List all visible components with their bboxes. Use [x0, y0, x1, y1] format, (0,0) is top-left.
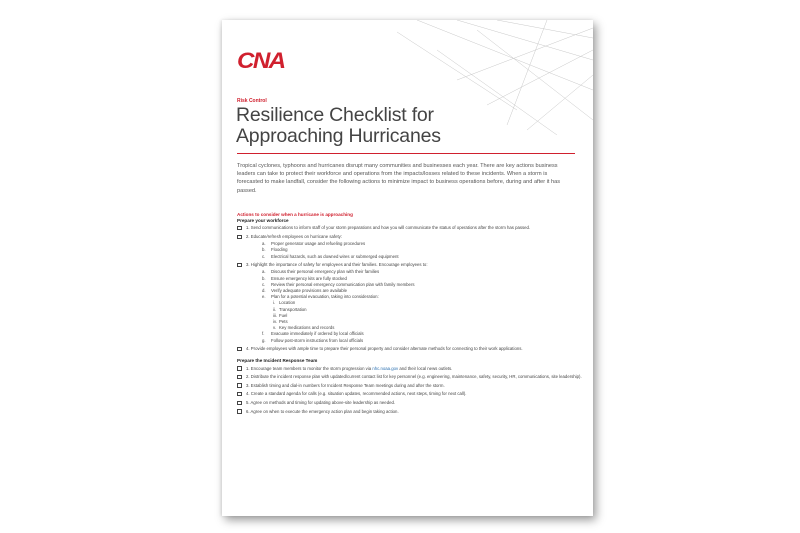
checkbox[interactable] — [237, 409, 242, 414]
title-divider — [237, 153, 575, 154]
checklist-item-text: and their local news outlets. — [398, 365, 453, 371]
checkbox[interactable] — [237, 347, 242, 352]
sub-list-marker: a. — [262, 269, 266, 275]
checklist-item-text: 3. Highlight the importance of safety for employees and their families. Encourage employees to: — [246, 262, 428, 268]
sub-list-item — [262, 338, 582, 344]
sub-list-text: Electrical hazards, such as downed wires or submerged equipment — [271, 253, 399, 259]
sub-list-marker: e. — [262, 294, 266, 300]
sub-list — [246, 241, 582, 260]
sub-list-marker: ii. — [273, 306, 277, 312]
sub-list-marker: f. — [262, 331, 265, 337]
sub-list-marker: c. — [262, 281, 266, 287]
sub-list-marker: v. — [273, 325, 277, 331]
sub-list-marker: d. — [262, 288, 266, 294]
checklist-item-text: 4. Create a standard agenda for calls (e.g. situation updates, recommended actions, next steps, timing for next call). — [246, 391, 467, 397]
incident-checklist — [237, 366, 582, 415]
checklist-item-text: 6. Agree on when to execute the emergency action plan and begin taking action. — [246, 408, 399, 414]
sub-list-marker: b. — [262, 275, 266, 281]
sub-list-marker: c. — [262, 253, 266, 259]
page-title: Resilience Checklist for Approaching Hurricanes — [236, 104, 441, 147]
checklist-item — [237, 374, 582, 380]
sub-list-text: Ensure emergency kits are fully stocked — [271, 275, 347, 281]
sub-list-marker: iv. — [273, 319, 277, 325]
intro-paragraph: Tropical cyclones, typhoons and hurricanes disrupt many communities and businesses each year. There are key actions business leaders can take to protect their workforce and operations from the impacts/losses related to these incidents. When a storm is forecasted to make landfall, consider the following actions to minimize impact to business operations before, during and after it has passed. — [237, 163, 561, 194]
sub-list-text: Pets — [279, 319, 288, 325]
document-page — [222, 20, 593, 516]
sub-list-marker: g. — [262, 337, 266, 343]
checklist-item-text: 3. Establish timing and dial-in numbers for Incident Response Team meetings during and after the storm. — [246, 382, 445, 388]
sub-list-item — [262, 254, 582, 260]
sub-list-marker: b. — [262, 247, 266, 253]
checklist-content — [237, 212, 582, 417]
noaa-link[interactable]: nhc.noaa.gov — [372, 365, 399, 371]
sub-list-text: Key medications and records — [279, 325, 335, 331]
checklist-item-text: 1. Encourage team members to monitor the storm progression via — [246, 365, 373, 371]
brand-logo: CNA — [237, 48, 285, 73]
checkbox[interactable] — [237, 226, 242, 231]
checklist-item-text: 2. Educate/refresh employees on hurricane safety: — [246, 234, 343, 239]
sub-list-text: Follow post-storm instructions from local officials — [271, 337, 364, 343]
checkbox[interactable] — [237, 401, 242, 406]
sub-list-marker: i. — [273, 300, 276, 306]
checklist-item — [237, 262, 582, 344]
checklist-item-text: 5. Agree on methods and timing for updating above-site leadership as needed. — [246, 400, 396, 406]
checklist-item-text: 2. Distribute the incident response plan with updated/current contact list for key personnel (e.g. engineering, maintenance, safety, security, HR, communications, site leadership). — [246, 374, 582, 380]
checkbox[interactable] — [237, 235, 242, 240]
checkbox[interactable] — [237, 366, 242, 371]
sub-list — [246, 269, 582, 343]
checklist-item — [237, 391, 582, 397]
sub-list-text: Flooding — [271, 247, 288, 253]
section-heading: Actions to consider when a hurricane is approaching — [237, 212, 353, 217]
checklist-item — [237, 383, 582, 389]
incident-heading: Prepare the Incident Response Team — [237, 358, 318, 364]
checkbox[interactable] — [237, 375, 242, 380]
sub-list-text: Location — [279, 300, 296, 306]
checklist-item-text: 4. Provide employees with ample time to prepare their personal property and consider alternate methods for connecting to their work applications. — [246, 346, 523, 352]
sub-list-text: Proper generator usage and refueling procedures — [271, 241, 366, 247]
checkbox[interactable] — [237, 383, 242, 388]
checklist-item — [237, 366, 582, 372]
checkbox[interactable] — [237, 392, 242, 397]
sub-list-marker: a. — [262, 241, 266, 247]
checklist-item — [237, 225, 582, 231]
sub-list-text: Plan for a potential evacuation, taking into consideration: — [271, 294, 379, 300]
section-kicker: Risk Control — [237, 98, 267, 104]
sub-list-text: Review their personal emergency communication plan with family members — [271, 281, 415, 287]
checklist-item-text: 1. Send communications to inform staff of your storm preparations and how you will communicate the status of operations after the storm has passed. — [246, 225, 531, 231]
sub-list-text: Evacuate immediately if ordered by local officials — [271, 331, 364, 337]
sub-list-text: Discuss their personal emergency plan with their families — [271, 269, 380, 275]
workforce-heading: Prepare your workforce — [237, 218, 289, 224]
workforce-checklist — [237, 225, 582, 352]
sub-list-text: Fuel — [279, 312, 288, 318]
checklist-item — [237, 346, 582, 352]
sub-list-text: Verify adequate provisions are available — [271, 288, 347, 294]
checkbox[interactable] — [237, 263, 242, 268]
checklist-item — [237, 234, 582, 260]
sub-list-text: Transportation — [279, 306, 307, 312]
checklist-item — [237, 400, 582, 406]
sub-list-marker: iii. — [273, 312, 278, 318]
checklist-item — [237, 409, 582, 415]
